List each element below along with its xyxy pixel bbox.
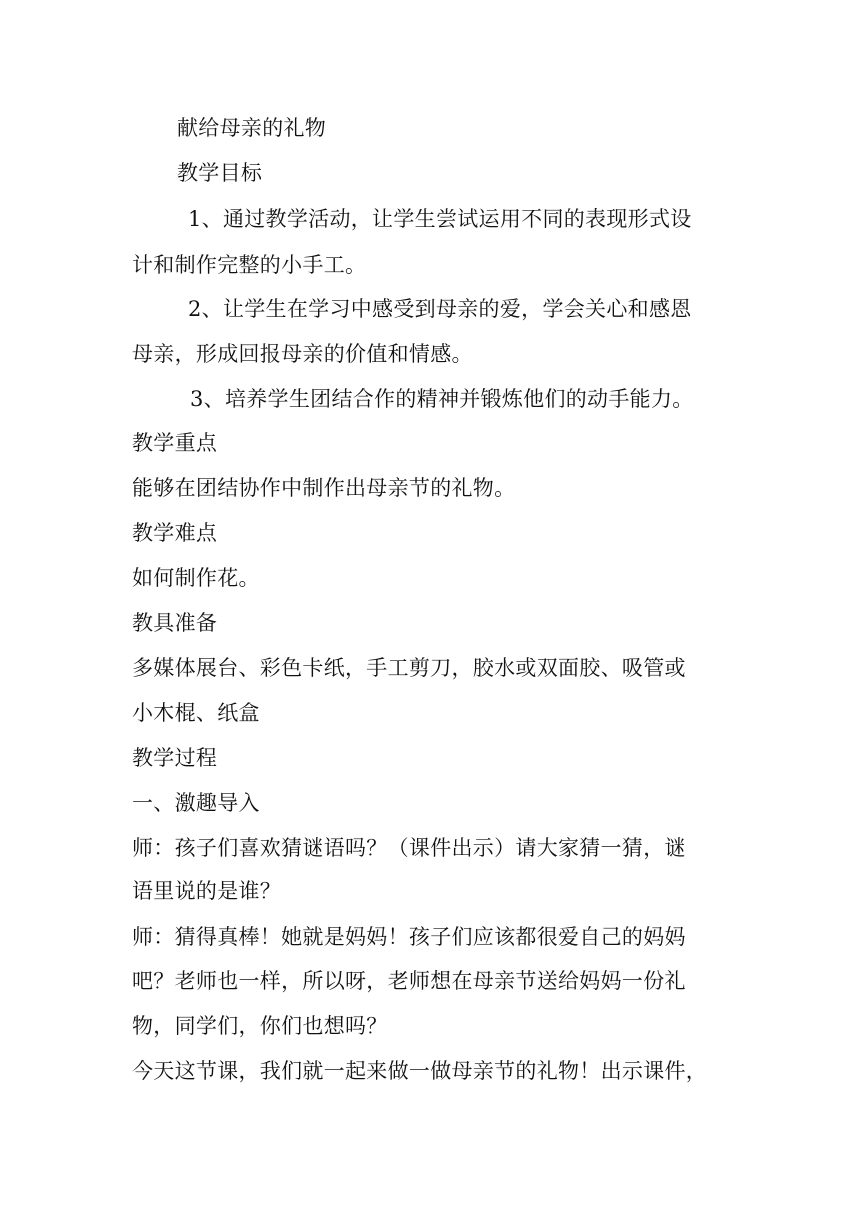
objective-3: 3、培养学生团结合作的精神并锻炼他们的动手能力。 <box>190 387 694 411</box>
objective-2-line-2: 母亲，形成回报母亲的价值和情感。 <box>132 342 473 366</box>
materials-line-1: 多媒体展台、彩色卡纸，手工剪刀，胶水或双面胶、吸管或 <box>132 656 686 680</box>
process-heading: 教学过程 <box>132 746 218 770</box>
objective-1-line-1: 1、通过教学活动，让学生尝试运用不同的表现形式设 <box>188 207 692 231</box>
key-point-text: 能够在团结协作中制作出母亲节的礼物。 <box>132 476 516 500</box>
difficulty-heading: 教学难点 <box>132 521 218 545</box>
paragraph-2-line-3: 物，同学们，你们也想吗？ <box>132 1014 388 1038</box>
objectives-heading: 教学目标 <box>177 161 263 185</box>
materials-line-2: 小木棍、纸盒 <box>132 701 260 725</box>
objective-1-line-2: 计和制作完整的小手工。 <box>132 253 367 277</box>
objective-2-line-1: 2、让学生在学习中感受到母亲的爱，学会关心和感恩 <box>188 297 692 321</box>
materials-heading: 教具准备 <box>132 611 218 635</box>
paragraph-2-line-1: 师：猜得真棒！她就是妈妈！孩子们应该都很爱自己的妈妈 <box>132 925 686 949</box>
paragraph-2-line-2: 吧？老师也一样，所以呀，老师想在母亲节送给妈妈一份礼 <box>132 969 686 993</box>
section-1-heading: 一、激趣导入 <box>132 791 260 815</box>
key-point-heading: 教学重点 <box>132 431 218 455</box>
paragraph-1-line-2: 语里说的是谁？ <box>132 879 282 903</box>
paragraph-3-line-1: 今天这节课，我们就一起来做一做母亲节的礼物！出示课件， <box>132 1059 708 1083</box>
document-title: 献给母亲的礼物 <box>177 116 327 140</box>
paragraph-1-line-1: 师：孩子们喜欢猜谜语吗？（课件出示）请大家猜一猜，谜 <box>132 836 686 860</box>
difficulty-text: 如何制作花。 <box>132 566 260 590</box>
